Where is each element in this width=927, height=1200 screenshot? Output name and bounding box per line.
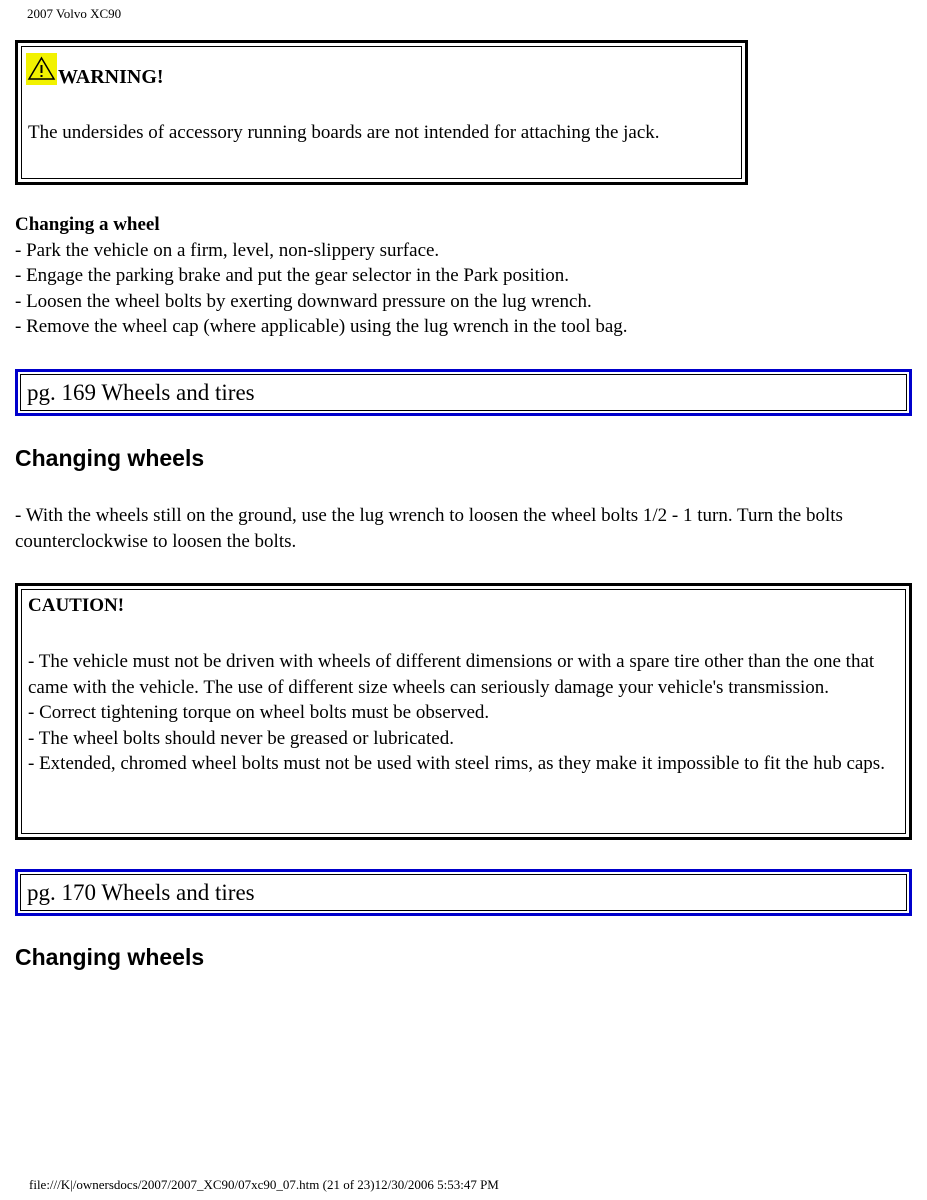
caution-text bbox=[28, 649, 898, 777]
caution-title: CAUTION! bbox=[28, 595, 125, 616]
section-title: Changing a wheel bbox=[15, 214, 160, 235]
step-item: - Engage the parking brake and put the gear selector in the Park position. bbox=[15, 265, 569, 286]
file-path-footer: file:///K|/ownersdocs/2007/2007_XC90/07xc90_07.htm (21 of 23)12/30/2006 5:53:47 PM bbox=[29, 1177, 499, 1192]
document-header: 2007 Volvo XC90 bbox=[27, 6, 122, 21]
step-item: - Loosen the wheel bolts by exerting downward pressure on the lug wrench. bbox=[15, 290, 592, 312]
warning-title: WARNING! bbox=[58, 66, 164, 88]
step-item: - Remove the wheel cap (where applicable) using the lug wrench in the tool bag. bbox=[15, 316, 628, 337]
warning-text: The undersides of accessory running boards are not intended for attaching the jack. bbox=[28, 122, 660, 143]
warning-box bbox=[15, 40, 748, 185]
caution-item: - Extended, chromed wheel bolts must not be used with steel rims, as they make it impossible to fit the hub caps. bbox=[28, 753, 885, 774]
caution-item: - Correct tightening torque on wheel bolts must be observed. bbox=[28, 702, 490, 723]
page-marker-label: pg. 169 Wheels and tires bbox=[20, 374, 907, 411]
body-paragraph: - With the wheels still on the ground, use the lug wrench to loosen the wheel bolts 1/2 - 1 turn. Turn the bolts counterclockwise to loosen the bolts. bbox=[15, 505, 843, 552]
changing-wheels-heading: Changing wheels bbox=[15, 445, 205, 471]
changing-a-wheel-section bbox=[15, 212, 895, 340]
page-marker-label: pg. 170 Wheels and tires bbox=[20, 874, 907, 911]
step-item: - Park the vehicle on a firm, level, non-slippery surface. bbox=[15, 239, 440, 261]
page-marker-170 bbox=[15, 869, 912, 916]
changing-wheels-heading-2: Changing wheels bbox=[15, 944, 205, 970]
warning-triangle-icon bbox=[26, 53, 57, 85]
caution-item: - The vehicle must not be driven with wheels of different dimensions or with a spare tire other than the one that came with the vehicle. The use of different size wheels can seriously damage your vehicle's transmission. bbox=[28, 651, 875, 698]
page-marker-169 bbox=[15, 369, 912, 416]
caution-item: - The wheel bolts should never be greased or lubricated. bbox=[28, 727, 454, 749]
